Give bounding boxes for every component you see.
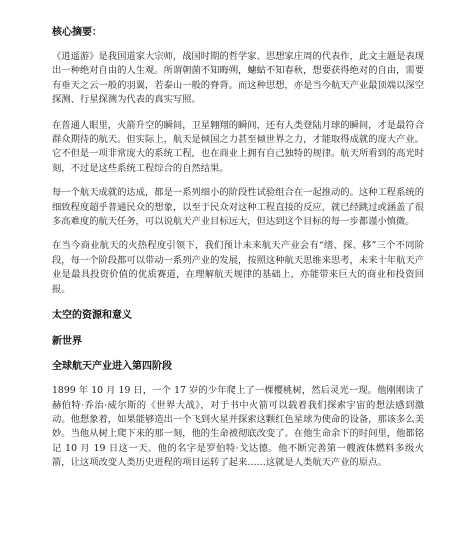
section-heading: 太空的资源和意义: [52, 310, 132, 322]
summary-paragraph-4: 在当今商业航天的火热程度引领下，我们预计未来航天产业会有“缮、探、移”三个不同阶段，每一个阶段都可以带动一系列产业的发展，按照这种航天思维来思考，未来十年航天产业是最具投资价值的优质赛道，在理解航天规律的基础上，亦能带来巨大的商业和投资回报。: [52, 240, 424, 295]
summary-paragraph-2: 在普通人眼里，火箭升空的瞬间，卫星翱翔的瞬间，还有人类登陆月球的瞬间，才是最符合群众期待的航天。但实际上，航天是倾国之力甚至倾世界之力，才能取得成就的庞大产业。它不但是一项非常庞大的系统工程，也在商业上拥有自己独特的规律。航天所看到的高光时刻，不过是这些系统工程综合的自然结果。: [52, 119, 424, 174]
summary-paragraph-3: 每一个航天成就的达成，都是一系列细小的阶段性试验组合在一起推动的。这种工程系统的细致程度超乎普通民众的想象，以至于民众对这种工程直接的反应，就已经跳过或涵盖了很多高难度的航天任务，可以说航天产业目标远大，但达到这个目标的每一步都谨小慎微。: [52, 187, 424, 228]
subsubsection-heading: 全球航天产业进入第四阶段: [52, 361, 172, 373]
body-paragraph: 1899 年 10 月 19 日，一个 17 岁的少年爬上了一棵樱桃树，然后灵光一现。他刚刚读了赫伯特·乔治·威尔斯的《世界大战》，对于书中火箭可以载着我们探索宇宙的想法感到激动。他想象着，如果能够造出一个飞到火星并探索这颗红色星球为使命的设备，那该多么美妙。当他从树上爬下来的那一刻，他的生命被彻底改变了。在他生命余下的时间里，他都铭记 10 月 19 日这一天。他的名字是罗伯特·戈达德。他不断完善第一艘液体燃料多级火箭，让这项改变人类历史进程的项目运转了起来……这就是人类航天产业的原点。: [52, 385, 424, 469]
document-page: [52, 26, 424, 471]
summary-heading: 核心摘要：: [52, 27, 102, 38]
summary-paragraph-1: 《逍遥游》是我国道家大宗师，战国时期的哲学家、思想家庄周的代表作，此文主题是表现出一种绝对自由的人生观。所谓朝菌不知晦朔，蟪蛄不知春秋，想要获得绝对的自由，需要有垂天之云一般的羽翼，若泰山一般的脊背。而这种思想，亦是当今航天产业最顶端以深空探测、行星探测为代表的真实写照。: [52, 51, 424, 106]
subsection-heading: 新世界: [52, 336, 82, 348]
